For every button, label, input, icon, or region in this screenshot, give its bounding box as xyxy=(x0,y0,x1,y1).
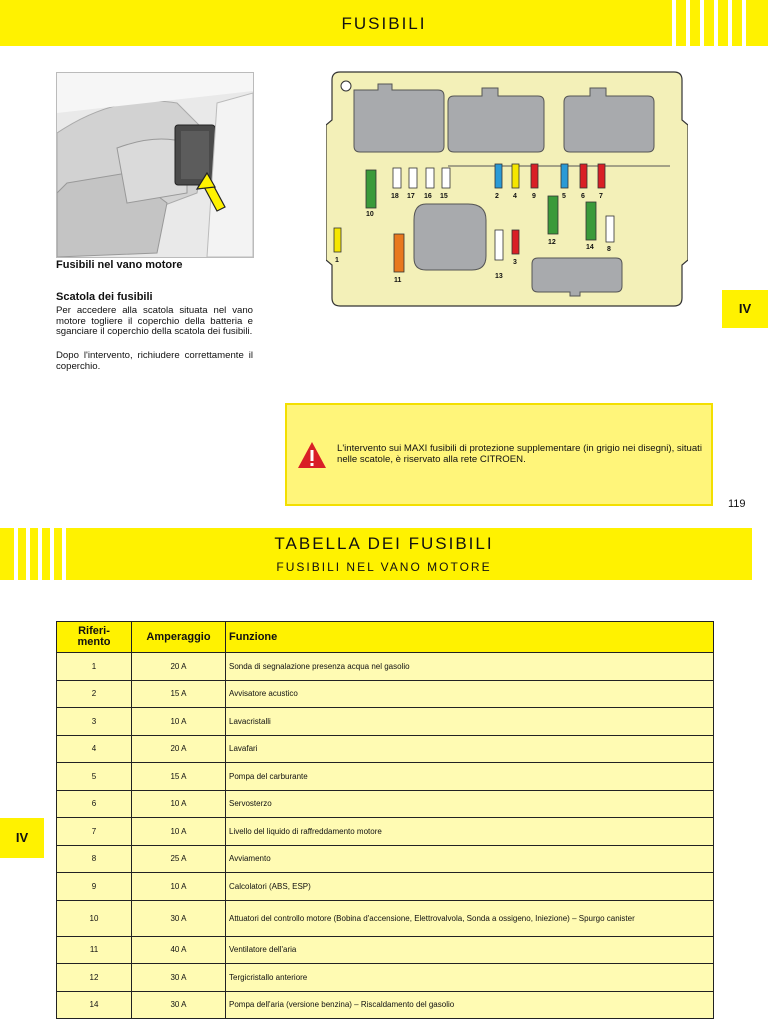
svg-text:11: 11 xyxy=(394,277,402,284)
svg-text:6: 6 xyxy=(581,193,585,200)
svg-text:15: 15 xyxy=(440,193,448,200)
table-row xyxy=(57,964,714,992)
amperage-cell: 10 A xyxy=(132,873,226,901)
table-row xyxy=(57,845,714,873)
column-header-function: Funzione xyxy=(226,622,714,653)
amperage-cell: 40 A xyxy=(132,936,226,964)
table-row xyxy=(57,790,714,818)
amperage-cell: 20 A xyxy=(132,735,226,763)
function-cell: Pompa del carburante xyxy=(226,763,714,791)
function-cell: Pompa dell'aria (versione benzina) – Riscaldamento del gasolio xyxy=(226,991,714,1019)
amperage-cell: 15 A xyxy=(132,763,226,791)
table-row xyxy=(57,936,714,964)
fuse-table xyxy=(56,621,714,1019)
amperage-cell: 20 A xyxy=(132,653,226,681)
reference-cell: 12 xyxy=(57,964,132,992)
table-row xyxy=(57,991,714,1019)
svg-text:17: 17 xyxy=(407,193,415,200)
reference-cell: 8 xyxy=(57,845,132,873)
table-row xyxy=(57,763,714,791)
reference-cell: 1 xyxy=(57,653,132,681)
amperage-cell: 30 A xyxy=(132,991,226,1019)
amperage-cell: 30 A xyxy=(132,900,226,936)
reference-cell: 4 xyxy=(57,735,132,763)
table-header-band xyxy=(0,528,752,580)
function-cell: Livello del liquido di raffreddamento motore xyxy=(226,818,714,846)
amperage-cell: 25 A xyxy=(132,845,226,873)
reference-cell: 11 xyxy=(57,936,132,964)
reference-cell: 10 xyxy=(57,900,132,936)
header-stripe xyxy=(686,0,690,46)
chapter-tab: IV xyxy=(722,290,768,328)
chapter-tab: IV xyxy=(0,818,44,858)
header-stripe xyxy=(728,0,732,46)
amperage-cell: 10 A xyxy=(132,708,226,736)
section-heading: Scatola dei fusibili xyxy=(56,291,153,303)
reference-cell: 6 xyxy=(57,790,132,818)
table-row xyxy=(57,653,714,681)
svg-text:3: 3 xyxy=(513,259,517,266)
reference-cell: 3 xyxy=(57,708,132,736)
table-row xyxy=(57,818,714,846)
svg-text:7: 7 xyxy=(599,193,603,200)
header-stripe xyxy=(700,0,704,46)
amperage-cell: 10 A xyxy=(132,790,226,818)
table-title: TABELLA DEI FUSIBILI xyxy=(274,534,494,553)
function-cell: Ventilatore dell'aria xyxy=(226,936,714,964)
amperage-cell: 30 A xyxy=(132,964,226,992)
svg-text:13: 13 xyxy=(495,273,503,280)
table-row xyxy=(57,873,714,901)
warning-icon xyxy=(297,441,327,469)
fuse-box-diagram xyxy=(326,70,688,308)
photo-caption: Fusibili nel vano motore xyxy=(56,259,183,271)
function-cell: Servosterzo xyxy=(226,790,714,818)
table-row xyxy=(57,900,714,936)
reference-cell: 7 xyxy=(57,818,132,846)
function-cell: Avviamento xyxy=(226,845,714,873)
reference-cell: 9 xyxy=(57,873,132,901)
warning-text: L'intervento sui MAXI fusibili di protezione supplementare (in grigio nei disegni), situati nelle scatole, è riservato alla rete CITROEN. xyxy=(337,443,702,465)
column-header-reference: Riferi- mento xyxy=(57,622,132,653)
header-stripe xyxy=(714,0,718,46)
function-cell: Lavacristalli xyxy=(226,708,714,736)
svg-text:12: 12 xyxy=(548,239,556,246)
function-cell: Lavafari xyxy=(226,735,714,763)
amperage-cell: 10 A xyxy=(132,818,226,846)
table-row xyxy=(57,708,714,736)
function-cell: Calcolatori (ABS, ESP) xyxy=(226,873,714,901)
engine-bay-photo xyxy=(56,72,254,258)
svg-text:10: 10 xyxy=(366,211,374,218)
svg-text:9: 9 xyxy=(532,193,536,200)
svg-text:4: 4 xyxy=(513,193,517,200)
table-subtitle: FUSIBILI NEL VANO MOTORE xyxy=(276,560,492,574)
header-band xyxy=(0,0,768,46)
svg-text:2: 2 xyxy=(495,193,499,200)
reference-cell: 14 xyxy=(57,991,132,1019)
table-row xyxy=(57,680,714,708)
page-number: 119 xyxy=(728,498,746,510)
svg-text:14: 14 xyxy=(586,244,594,251)
svg-text:16: 16 xyxy=(424,193,432,200)
function-cell: Attuatori del controllo motore (Bobina d'accensione, Elettrovalvola, Sonda a ossigeno, Iniezione) – Spurgo canister xyxy=(226,900,714,936)
svg-text:18: 18 xyxy=(391,193,399,200)
instruction-paragraph: Per accedere alla scatola situata nel vano motore togliere il coperchio della batteria e sganciare il coperchio della scatola dei fusibili. xyxy=(56,305,253,337)
fuse-table-body xyxy=(57,653,714,1019)
function-cell: Tergicristallo anteriore xyxy=(226,964,714,992)
column-header-amperage: Amperaggio xyxy=(132,622,226,653)
reference-cell: 5 xyxy=(57,763,132,791)
reference-cell: 2 xyxy=(57,680,132,708)
amperage-cell: 15 A xyxy=(132,680,226,708)
function-cell: Sonda di segnalazione presenza acqua nel gasolio xyxy=(226,653,714,681)
svg-text:1: 1 xyxy=(335,257,339,264)
svg-text:5: 5 xyxy=(562,193,566,200)
table-header-row xyxy=(57,622,714,653)
table-row xyxy=(57,735,714,763)
header-stripe xyxy=(672,0,676,46)
page-title: FUSIBILI xyxy=(341,14,427,33)
svg-text:8: 8 xyxy=(607,246,611,253)
warning-box xyxy=(285,403,713,506)
header-stripe xyxy=(742,0,746,46)
function-cell: Avvisatore acustico xyxy=(226,680,714,708)
closing-paragraph: Dopo l'intervento, richiudere correttamente il coperchio. xyxy=(56,350,253,372)
